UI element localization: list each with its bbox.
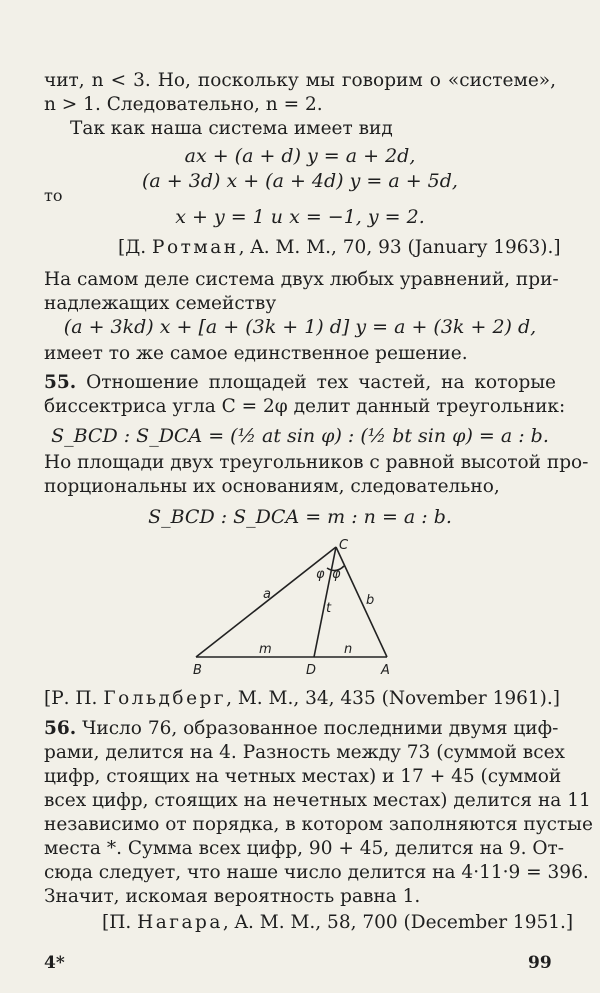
problem-55-first-line: 55. Отношение площадей тех частей, на которые — [44, 372, 556, 393]
side-BC — [196, 547, 336, 657]
text-line: то — [44, 186, 63, 205]
text-line: На самом деле система двух любых уравнений, при- — [44, 269, 559, 290]
text-line: чит, n < 3. Но, поскольку мы говорим о «системе», — [44, 70, 556, 91]
citation-55: [Р. П. Гольдберг, M. M., 34, 435 (November 1961).] — [44, 688, 561, 709]
base-ratio-formula: S_BCD : S_DCA = m : n = a : b. — [148, 506, 452, 528]
text-line: места *. Сумма всех цифр, 90 + 45, делится на 9. От- — [44, 838, 565, 859]
label-angle-phi-left: φ — [316, 567, 325, 582]
text-line: Значит, искомая вероятность равна 1. — [44, 886, 421, 907]
text-line: порциональны их основаниям, следовательно, — [44, 476, 500, 497]
text-line: биссектриса угла C = 2φ делит данный треугольник: — [44, 396, 566, 417]
citation-56: [П. Нагара, A. M. M., 58, 700 (December 1951.] — [102, 912, 574, 933]
label-bisector-t: t — [326, 601, 332, 616]
text-line: имеет то же самое единственное решение. — [44, 343, 468, 364]
label-angle-phi-right: φ — [332, 567, 341, 582]
area-ratio-formula: S_BCD : S_DCA = (½ at sin φ) : (½ bt sin φ) = a : b. — [51, 425, 549, 447]
label-vertex-C: C — [339, 538, 349, 553]
solution-equation: x + y = 1 и x = −1, y = 2. — [175, 206, 425, 228]
problem-56-first-line: 56. Число 76, образованное последними двумя циф- — [44, 718, 559, 739]
text-line: Так как наша система имеет вид — [70, 118, 393, 139]
label-side-a: a — [263, 587, 271, 602]
label-vertex-D: D — [306, 663, 317, 678]
text-line: Но площади двух треугольников с равной высотой про- — [44, 452, 589, 473]
side-CA — [336, 547, 387, 657]
label-vertex-B: B — [193, 663, 202, 678]
signature-mark: 4* — [44, 953, 65, 973]
system-equation-1: ax + (a + d) y = a + 2d, — [184, 145, 416, 167]
page-number: 99 — [528, 953, 552, 973]
bisector-CD — [314, 547, 336, 657]
label-segment-m: m — [259, 642, 272, 657]
text-line: надлежащих семейству — [44, 293, 277, 314]
label-vertex-A: A — [381, 663, 390, 678]
system-equation-2: (a + 3d) x + (a + 4d) y = a + 5d, — [142, 170, 458, 192]
text-line: независимо от порядка, в котором заполняются пустые — [44, 814, 593, 835]
text-line: цифр, стоящих на четных местах) и 17 + 45 (суммой — [44, 766, 562, 787]
citation-54: [Д. Ротман, A. M. M., 70, 93 (January 1963).] — [118, 237, 561, 258]
text-line: сюда следует, что наше число делится на 4·11·9 = 396. — [44, 862, 589, 883]
text-line: рами, делится на 4. Разность между 73 (суммой всех — [44, 742, 565, 763]
label-segment-n: n — [344, 642, 353, 657]
text-line: всех цифр, стоящих на нечетных местах) делится на 11 — [44, 790, 591, 811]
text-line: n > 1. Следовательно, n = 2. — [44, 94, 323, 115]
label-side-b: b — [366, 593, 375, 608]
family-formula: (a + 3kd) x + [a + (3k + 1) d] y = a + (3k + 2) d, — [63, 316, 537, 338]
